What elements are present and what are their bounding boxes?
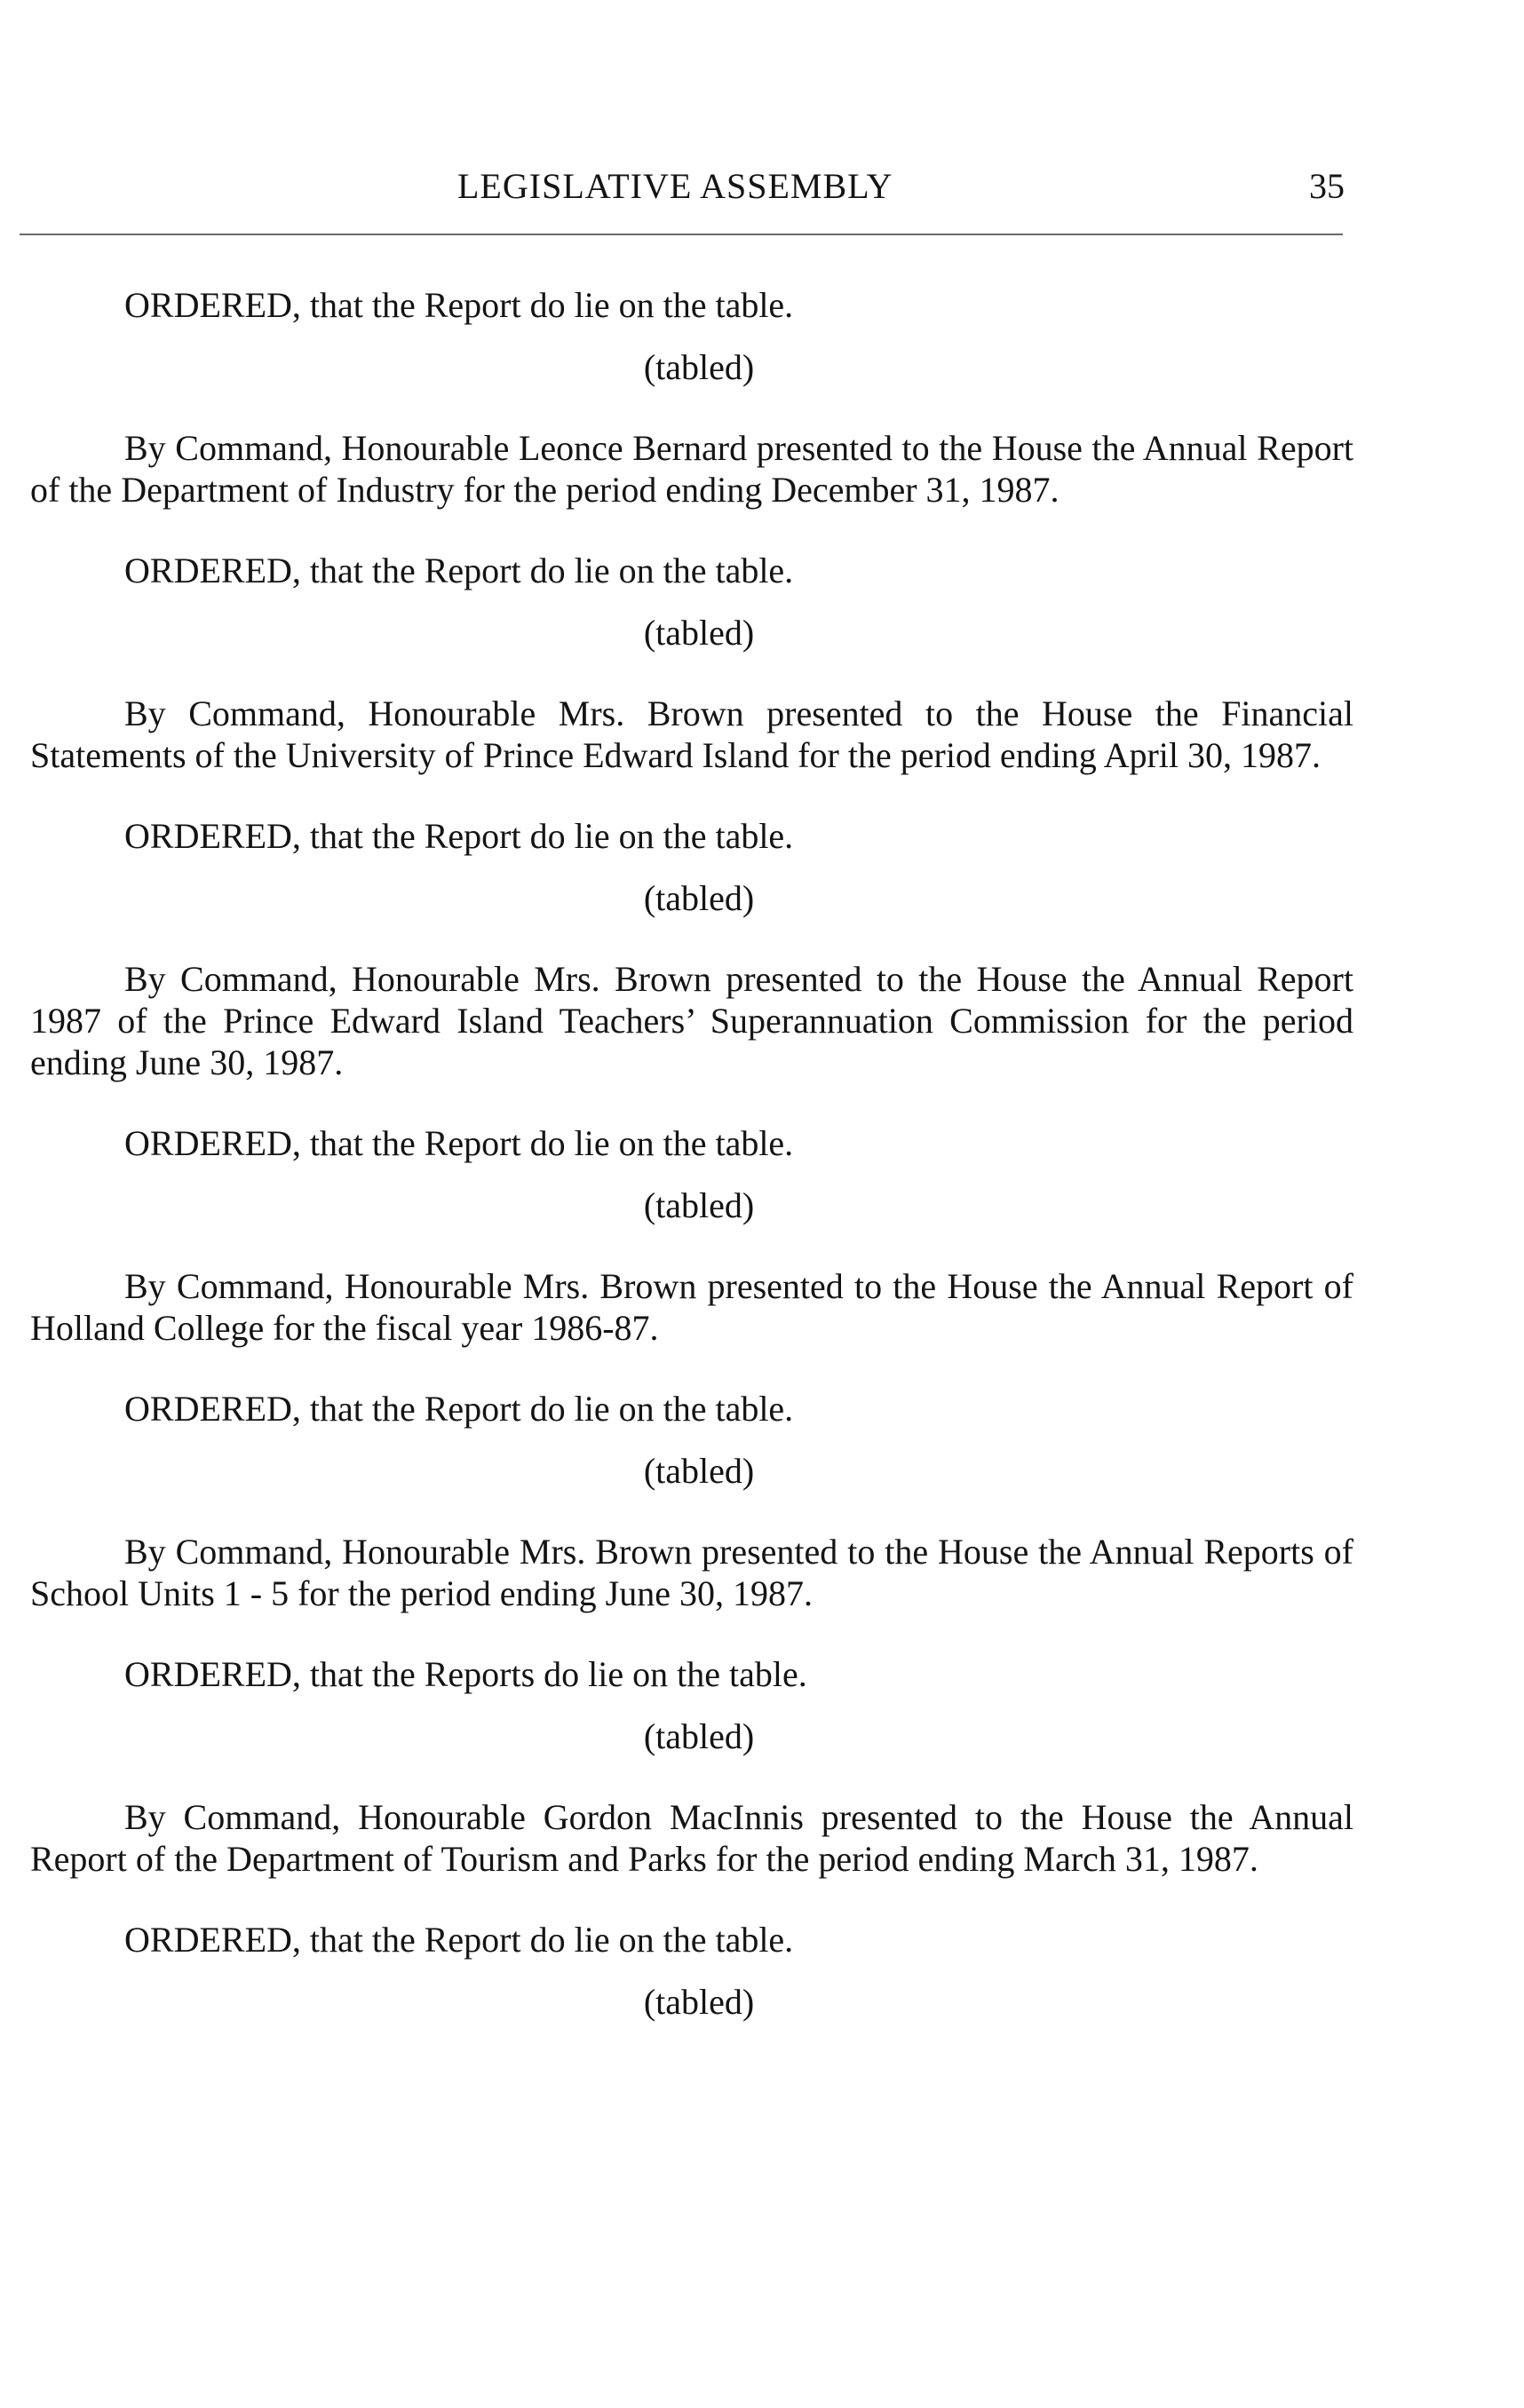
ordered-line: ORDERED, that the Report do lie on the table. xyxy=(124,1920,794,1960)
tabled-line: (tabled) xyxy=(643,1185,755,1225)
tabled-line: (tabled) xyxy=(643,1716,755,1756)
ordered-line: ORDERED, that the Report do lie on the table. xyxy=(124,1389,794,1429)
page-number: 35 xyxy=(1309,166,1345,206)
ordered-line: ORDERED, that the Report do lie on the table. xyxy=(124,285,794,325)
running-header xyxy=(0,165,1524,210)
command-paragraph: By Command, Honourable Gordon MacInnis presented to the House the Annual Report of the Department of Tourism and Parks for the period ending March 31, 1987. xyxy=(30,1797,1353,1879)
command-paragraph: By Command, Honourable Mrs. Brown presented to the House the Financial Statements of the University of Prince Edward Island for the period ending April 30, 1987. xyxy=(30,693,1353,775)
command-paragraph: By Command, Honourable Mrs. Brown presented to the House the Annual Report 1987 of the Prince Edward Island Teachers’ Superannuation Commission for the period ending June 30, 1987. xyxy=(30,959,1353,1082)
tabled-line: (tabled) xyxy=(643,1982,755,2022)
running-title: LEGISLATIVE ASSEMBLY xyxy=(457,166,893,206)
ordered-line: ORDERED, that the Reports do lie on the table. xyxy=(124,1654,807,1694)
ordered-line: ORDERED, that the Report do lie on the table. xyxy=(124,551,794,590)
journal-body xyxy=(30,284,1353,2023)
ordered-line: ORDERED, that the Report do lie on the table. xyxy=(124,816,794,856)
command-paragraph: By Command, Honourable Mrs. Brown presented to the House the Annual Reports of School Units 1 - 5 for the period ending June 30, 1987. xyxy=(30,1532,1353,1613)
ordered-line: ORDERED, that the Report do lie on the table. xyxy=(124,1123,794,1163)
tabled-line: (tabled) xyxy=(643,347,755,387)
tabled-line: (tabled) xyxy=(643,878,755,918)
header-rule xyxy=(20,234,1343,235)
tabled-line: (tabled) xyxy=(643,613,755,653)
command-paragraph: By Command, Honourable Leonce Bernard presented to the House the Annual Report of the Department of Industry for the period ending December 31, 1987. xyxy=(30,428,1353,510)
tabled-line: (tabled) xyxy=(643,1451,755,1491)
command-paragraph: By Command, Honourable Mrs. Brown presented to the House the Annual Report of Holland College for the fiscal year 1986-87. xyxy=(30,1266,1353,1348)
